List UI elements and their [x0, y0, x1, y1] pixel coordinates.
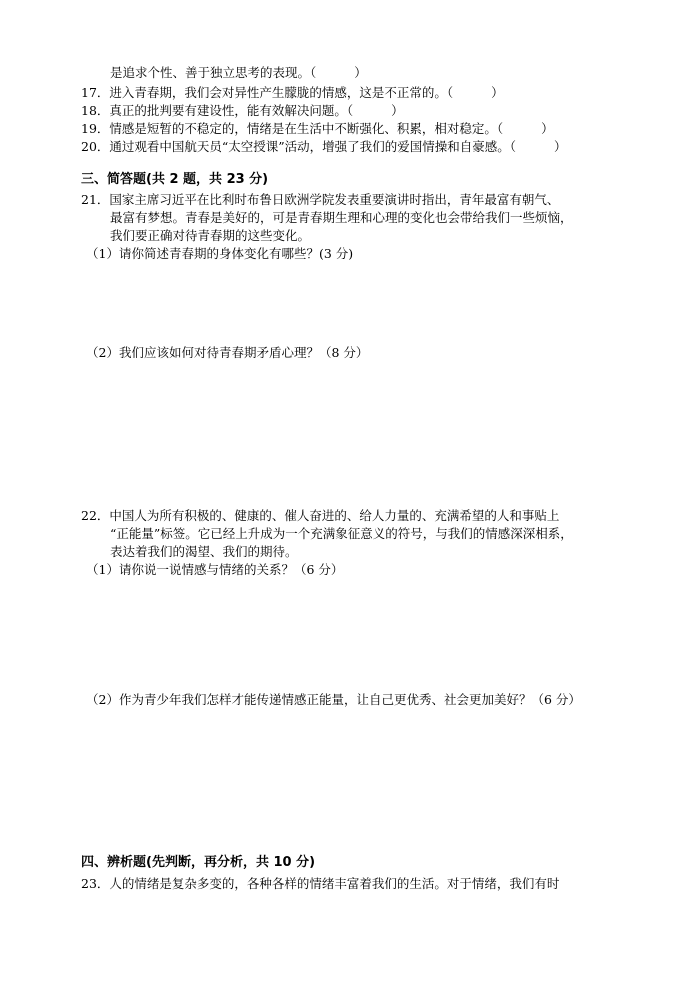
tf-item-close: ） — [491, 85, 504, 100]
tf-item-close: ） — [391, 103, 404, 118]
tf-item-18 — [81, 102, 404, 120]
tf-item-close: ） — [354, 65, 367, 80]
section-4-heading: 四、辨析题(先判断，再分析，共 10 分) — [81, 855, 316, 870]
tf-item-text: 20．通过观看中国航天员“太空授课”活动，增强了我们的爱国情操和自豪感。（ — [81, 139, 516, 154]
tf-item-text: 17．进入青春期，我们会对异性产生朦胧的情感，这是不正常的。（ — [81, 85, 454, 100]
tf-item-20 — [81, 138, 566, 156]
q22-line-1: 22．中国人为所有积极的、健康的、催人奋进的、给人力量的、充满希望的人和事贴上 — [81, 508, 560, 523]
section-3-heading: 三、简答题(共 2 题，共 23 分) — [81, 172, 269, 187]
q22-sub-question-2: （2）作为青少年我们怎样才能传递情感正能量，让自己更优秀、社会更加美好？（6 分） — [86, 692, 581, 707]
tf-item-text: 是追求个性、善于独立思考的表现。（ — [110, 65, 317, 80]
q22-line-3: 表达着我们的渴望、我们的期待。 — [110, 544, 298, 559]
tf-item-close: ） — [553, 139, 567, 154]
tf-item-16-continuation — [110, 64, 367, 82]
q21-sub1-answer-area[interactable] — [86, 266, 606, 336]
tf-item-text: 19．情感是短暂的不稳定的，情绪是在生活中不断强化、积累，相对稳定。（ — [81, 121, 504, 136]
tf-item-17 — [81, 84, 504, 102]
q21-line-2: 最富有梦想。青春是美好的，可是青春期生理和心理的变化也会带给我们一些烦恼， — [110, 210, 573, 225]
tf-item-text: 18．真正的批判要有建设性，能有效解决问题。（ — [81, 103, 354, 118]
q22-sub1-answer-area[interactable] — [86, 582, 606, 682]
tf-item-close: ） — [541, 121, 554, 136]
q21-line-3: 我们要正确对待青春期的这些变化。 — [110, 228, 311, 243]
q21-line-1: 21．国家主席习近平在比利时布鲁日欧洲学院发表重要演讲时指出，青年最富有朝气、 — [81, 192, 560, 207]
tf-item-19 — [81, 120, 554, 138]
q22-sub2-answer-area[interactable] — [86, 713, 606, 843]
q23-line-1: 23．人的情绪是复杂多变的，各种各样的情绪丰富着我们的生活。对于情绪，我们有时 — [81, 876, 560, 891]
q22-sub-question-1: （1）请你说一说情感与情绪的关系？（6 分） — [86, 562, 344, 577]
q22-line-2: “正能量”标签。它已经上升成为一个充满象征意义的符号，与我们的情感深深相系， — [110, 526, 573, 541]
q21-sub-question-2: （2）我们应该如何对待青春期矛盾心理？（8 分） — [86, 345, 369, 360]
q21-sub2-answer-area[interactable] — [86, 366, 606, 496]
q21-sub-question-1: （1）请你简述青春期的身体变化有哪些？(3 分) — [86, 246, 354, 261]
